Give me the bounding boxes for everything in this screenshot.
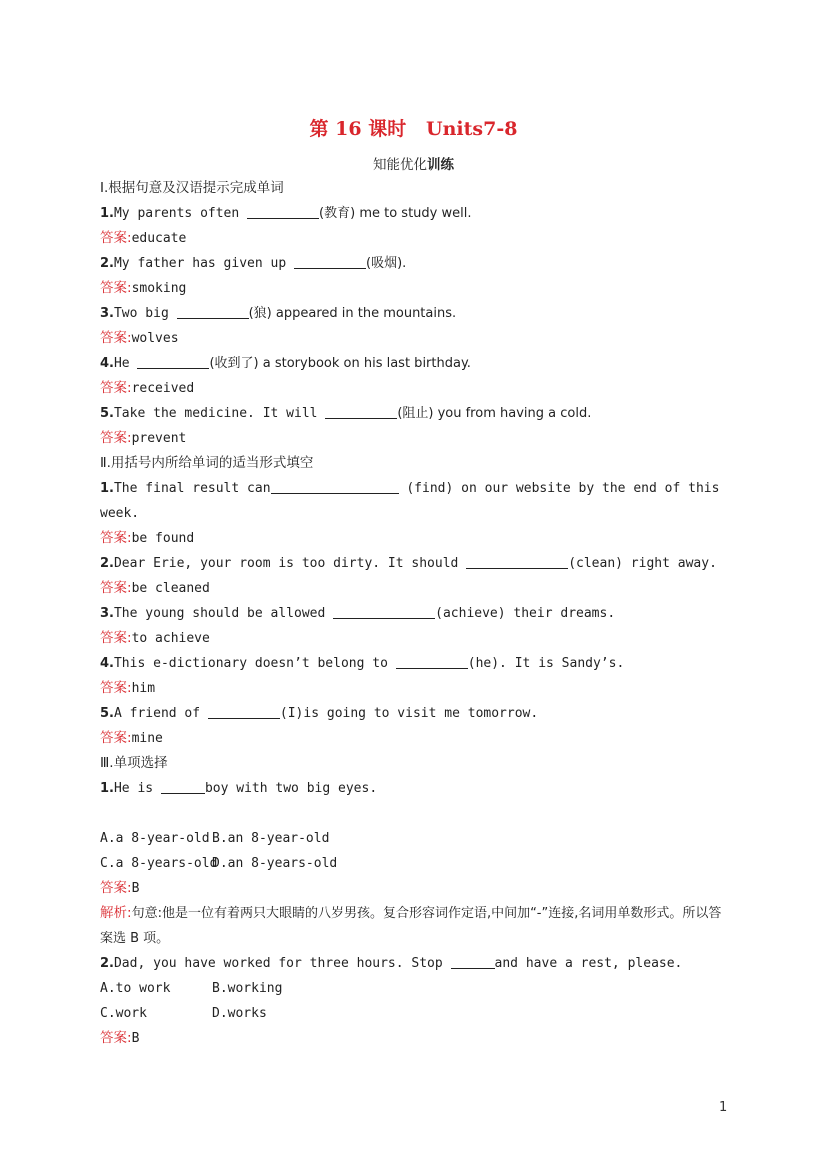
question-text: boy with two big eyes. xyxy=(204,781,378,796)
question-item xyxy=(100,601,725,626)
answer-label: 答案: xyxy=(100,530,132,546)
option-b: B.an 8-year-old xyxy=(212,831,330,846)
answer-line xyxy=(100,676,725,701)
subtitle-bold-text: 训练 xyxy=(427,157,454,173)
answer-value: him xyxy=(131,681,156,696)
analysis-label: 解析: xyxy=(100,905,132,921)
question-text: Take the medicine. It will xyxy=(113,406,326,421)
answer-value: educate xyxy=(131,231,187,246)
question-text: Dad, you have worked for three hours. Stop xyxy=(113,956,451,971)
answer-value: received xyxy=(131,381,195,396)
answer-line xyxy=(100,626,725,651)
answer-label: 答案: xyxy=(100,330,132,346)
question-text: (he). It is Sandy’s. xyxy=(467,656,625,671)
option-b: B.working xyxy=(212,981,283,996)
question-text: This e-dictionary doesn’t belong to xyxy=(113,656,396,671)
question-text: (find) on our website by the end of this xyxy=(398,481,720,496)
answer-blank xyxy=(325,403,397,419)
answer-value: be found xyxy=(131,531,195,546)
question-number: 3. xyxy=(100,306,114,321)
question-number: 2. xyxy=(100,556,114,571)
answer-label: 答案: xyxy=(100,680,132,696)
options-row xyxy=(100,1001,725,1026)
answer-value: B xyxy=(131,881,140,896)
option-a: A.to work xyxy=(100,981,171,996)
question-item xyxy=(100,551,725,576)
answer-blank xyxy=(208,703,280,719)
answer-blank xyxy=(247,203,319,219)
question-text: My parents often xyxy=(113,206,248,221)
answer-blank xyxy=(396,653,468,669)
answer-line xyxy=(100,226,725,251)
question-text: He is xyxy=(113,781,161,796)
question-text: (clean) right away. xyxy=(568,556,717,571)
answer-line xyxy=(100,326,725,351)
question-item xyxy=(100,701,725,726)
question-item xyxy=(100,401,725,426)
page-number: 1 xyxy=(719,1100,728,1115)
answer-label: 答案: xyxy=(100,430,132,446)
answer-line xyxy=(100,876,725,901)
question-number: 2. xyxy=(100,956,114,971)
analysis-text: 句意:他是一位有着两只大眼睛的八岁男孩。复合形容词作定语,中间加“-”连接,名词用单数形式。所以答案选 B 项。 xyxy=(100,906,722,946)
answer-blank xyxy=(137,353,209,369)
question-item xyxy=(100,351,725,376)
question-text: A friend of xyxy=(113,706,208,721)
section-heading-2: Ⅱ.用括号内所给单词的适当形式填空 xyxy=(100,455,314,471)
question-number: 1. xyxy=(100,206,114,221)
question-item xyxy=(100,201,725,226)
answer-line xyxy=(100,526,725,551)
answer-value: prevent xyxy=(131,431,187,446)
answer-blank xyxy=(333,603,435,619)
answer-value: smoking xyxy=(131,281,187,296)
question-number: 4. xyxy=(100,356,114,371)
question-text: (教育) me to study well. xyxy=(319,206,472,221)
answer-label: 答案: xyxy=(100,880,132,896)
question-text: Two big xyxy=(113,306,177,321)
option-d: D.an 8-years-old xyxy=(212,856,338,871)
answer-label: 答案: xyxy=(100,230,132,246)
answer-label: 答案: xyxy=(100,730,132,746)
answer-value: wolves xyxy=(131,331,179,346)
question-text: (狼) appeared in the mountains. xyxy=(248,306,457,321)
answer-line xyxy=(100,1026,725,1051)
question-text: He xyxy=(113,356,138,371)
answer-line xyxy=(100,426,725,451)
question-text: My father has given up xyxy=(113,256,294,271)
answer-blank xyxy=(161,778,205,794)
option-a: A.a 8-year-old xyxy=(100,831,210,846)
analysis-line xyxy=(100,901,725,951)
question-item xyxy=(100,251,725,276)
question-item xyxy=(100,651,725,676)
question-number: 2. xyxy=(100,256,114,271)
option-c: C.work xyxy=(100,1006,147,1021)
question-text: The final result can xyxy=(113,481,271,496)
question-number: 3. xyxy=(100,606,114,621)
section-heading-1: Ⅰ.根据句意及汉语提示完成单词 xyxy=(100,180,284,196)
answer-value: be cleaned xyxy=(131,581,210,596)
option-c: C.a 8-years-old xyxy=(100,856,218,871)
options-row xyxy=(100,826,725,851)
question-number: 4. xyxy=(100,656,114,671)
answer-value: mine xyxy=(131,731,163,746)
question-text: (I)is going to visit me tomorrow. xyxy=(279,706,539,721)
answer-blank xyxy=(466,553,568,569)
question-item xyxy=(100,776,725,826)
question-item xyxy=(100,951,725,976)
question-text: (吸烟). xyxy=(366,256,407,271)
option-d: D.works xyxy=(212,1006,267,1021)
page-title: 第 16 课时 Units7-8 xyxy=(309,118,518,140)
answer-label: 答案: xyxy=(100,1030,132,1046)
answer-label: 答案: xyxy=(100,280,132,296)
question-number: 5. xyxy=(100,706,114,721)
exercise-content xyxy=(100,176,725,1051)
subtitle-text: 知能优化 xyxy=(373,157,427,173)
section-heading-3: Ⅲ.单项选择 xyxy=(100,755,168,771)
answer-label: 答案: xyxy=(100,580,132,596)
options-row xyxy=(100,976,725,1001)
question-item xyxy=(100,301,725,326)
answer-label: 答案: xyxy=(100,630,132,646)
question-item xyxy=(100,476,725,501)
answer-blank xyxy=(177,303,249,319)
answer-value: to achieve xyxy=(131,631,210,646)
answer-line xyxy=(100,726,725,751)
answer-label: 答案: xyxy=(100,380,132,396)
question-text: The young should be allowed xyxy=(113,606,334,621)
question-number: 5. xyxy=(100,406,114,421)
question-continuation: week. xyxy=(100,506,140,521)
answer-blank xyxy=(294,253,366,269)
question-number: 1. xyxy=(100,481,114,496)
options-row xyxy=(100,851,725,876)
answer-blank xyxy=(271,478,399,494)
question-text: (achieve) their dreams. xyxy=(435,606,616,621)
question-text: (阻止) you from having a cold. xyxy=(397,406,592,421)
question-text: and have a rest, please. xyxy=(494,956,683,971)
answer-line xyxy=(100,576,725,601)
page-subtitle xyxy=(0,153,827,173)
answer-value: B xyxy=(131,1031,140,1046)
answer-line xyxy=(100,276,725,301)
question-number: 1. xyxy=(100,781,114,796)
question-text: Dear Erie, your room is too dirty. It should xyxy=(113,556,467,571)
question-text: (收到了) a storybook on his last birthday. xyxy=(209,356,471,371)
answer-blank xyxy=(451,953,495,969)
answer-line xyxy=(100,376,725,401)
